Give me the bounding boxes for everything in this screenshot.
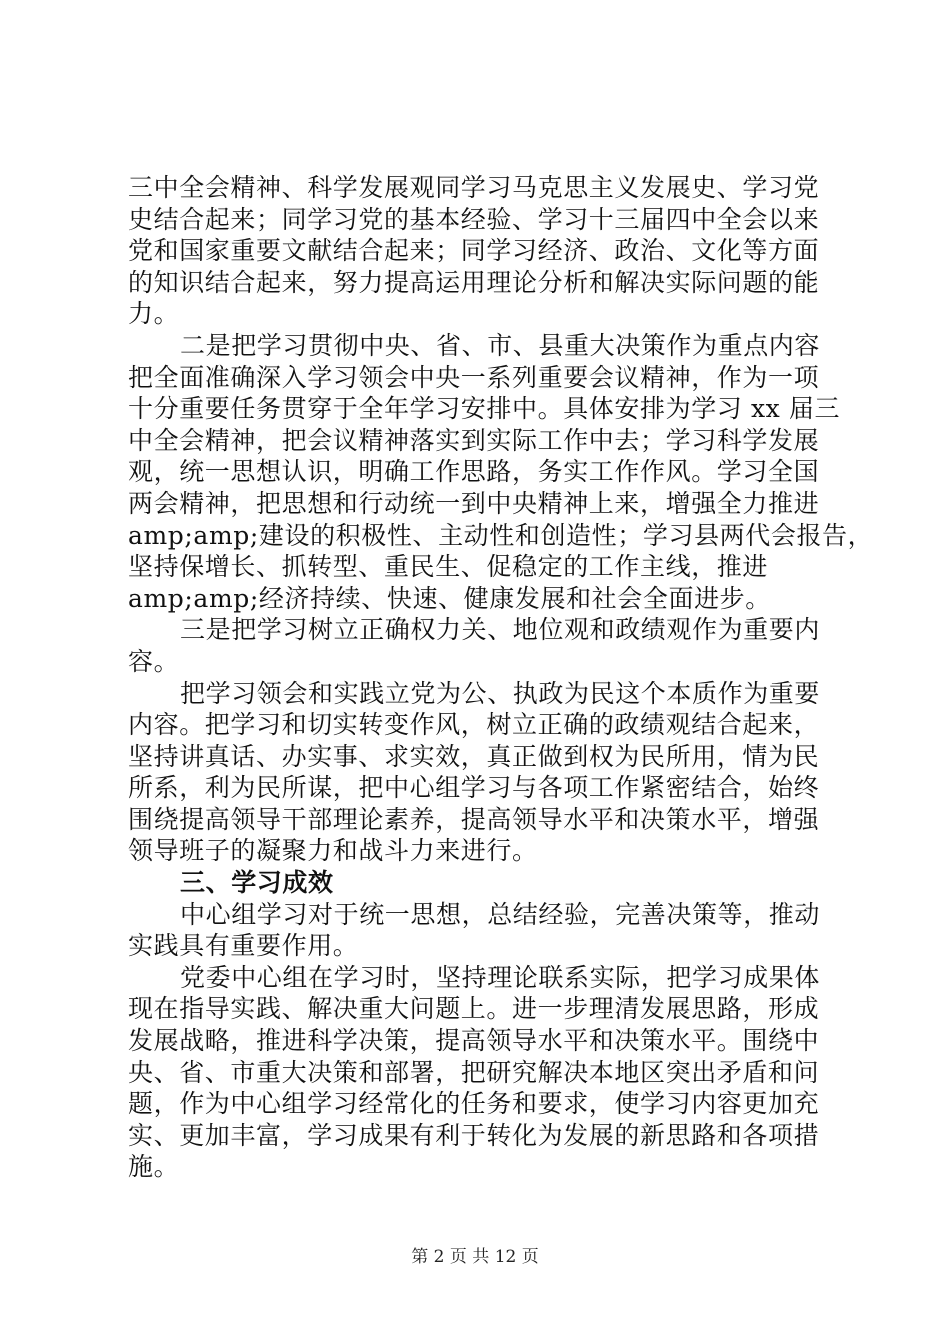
text-line: 现在指导实践、解决重大问题上。进一步理清发展思路，形成 bbox=[128, 994, 820, 1024]
text-line: 党和国家重要文献结合起来；同学习经济、政治、文化等方面 bbox=[128, 236, 820, 266]
text-line: 央、省、市重大决策和部署，把研究解决本地区突出矛盾和问 bbox=[128, 1057, 820, 1087]
text-line: 力。 bbox=[128, 299, 180, 329]
text-line: 容。 bbox=[128, 646, 180, 676]
document-body bbox=[128, 172, 874, 1183]
text-line: 观，统一思想认识，明确工作思路，务实工作作风。学习全国 bbox=[128, 457, 820, 487]
text-line: 题，作为中心组学习经常化的任务和要求，使学习内容更加充 bbox=[128, 1089, 820, 1119]
text-line: 把全面准确深入学习领会中央一系列重要会议精神，作为一项 bbox=[128, 362, 820, 392]
text-line: 二是把学习贯彻中央、省、市、县重大决策作为重点内容 bbox=[180, 330, 821, 360]
text-line: 实、更加丰富，学习成果有利于转化为发展的新思路和各项措 bbox=[128, 1120, 820, 1150]
text-line: 十分重要任务贯穿于全年学习安排中。具体安排为学习 xx 届三 bbox=[128, 394, 841, 424]
text-line: 围绕提高领导干部理论素养，提高领导水平和决策水平，增强 bbox=[128, 804, 820, 834]
text-line: 内容。把学习和切实转变作风，树立正确的政绩观结合起来， bbox=[128, 710, 820, 740]
text-line: 坚持讲真话、办实事、求实效，真正做到权为民所用，情为民 bbox=[128, 741, 820, 771]
text-line: amp;amp;建设的积极性、主动性和创造性；学习县两代会报告， bbox=[128, 520, 874, 550]
section-heading: 三、学习成效 bbox=[180, 868, 334, 898]
text-line: 党委中心组在学习时，坚持理论联系实际，把学习成果体 bbox=[180, 962, 821, 992]
text-line: 领导班子的凝聚力和战斗力来进行。 bbox=[128, 836, 538, 866]
text-line: 的知识结合起来，努力提高运用理论分析和解决实际问题的能 bbox=[128, 267, 820, 297]
text-line: 三中全会精神、科学发展观同学习马克思主义发展史、学习党 bbox=[128, 173, 820, 202]
text-line: 坚持保增长、抓转型、重民生、促稳定的工作主线，推进 bbox=[128, 552, 769, 582]
text-line: 把学习领会和实践立党为公、执政为民这个本质作为重要 bbox=[180, 678, 821, 708]
text-line: amp;amp;经济持续、快速、健康发展和社会全面进步。 bbox=[128, 583, 771, 613]
text-line: 中心组学习对于统一思想，总结经验，完善决策等，推动 bbox=[180, 899, 821, 929]
text-line: 史结合起来；同学习党的基本经验、学习十三届四中全会以来 bbox=[128, 204, 820, 234]
text-line: 两会精神，把思想和行动统一到中央精神上来，增强全力推进 bbox=[128, 488, 820, 518]
text-line: 实践具有重要作用。 bbox=[128, 931, 359, 961]
text-line: 中全会精神，把会议精神落实到实际工作中去；学习科学发展 bbox=[128, 425, 820, 455]
text-line: 施。 bbox=[128, 1152, 180, 1182]
text-line: 所系，利为民所谋，把中心组学习与各项工作紧密结合，始终 bbox=[128, 773, 820, 803]
page-footer: 第 2 页 共 12 页 bbox=[411, 1247, 539, 1267]
text-line: 三是把学习树立正确权力关、地位观和政绩观作为重要内 bbox=[180, 615, 821, 645]
text-line: 发展战略，推进科学决策，提高领导水平和决策水平。围绕中 bbox=[128, 1026, 820, 1056]
